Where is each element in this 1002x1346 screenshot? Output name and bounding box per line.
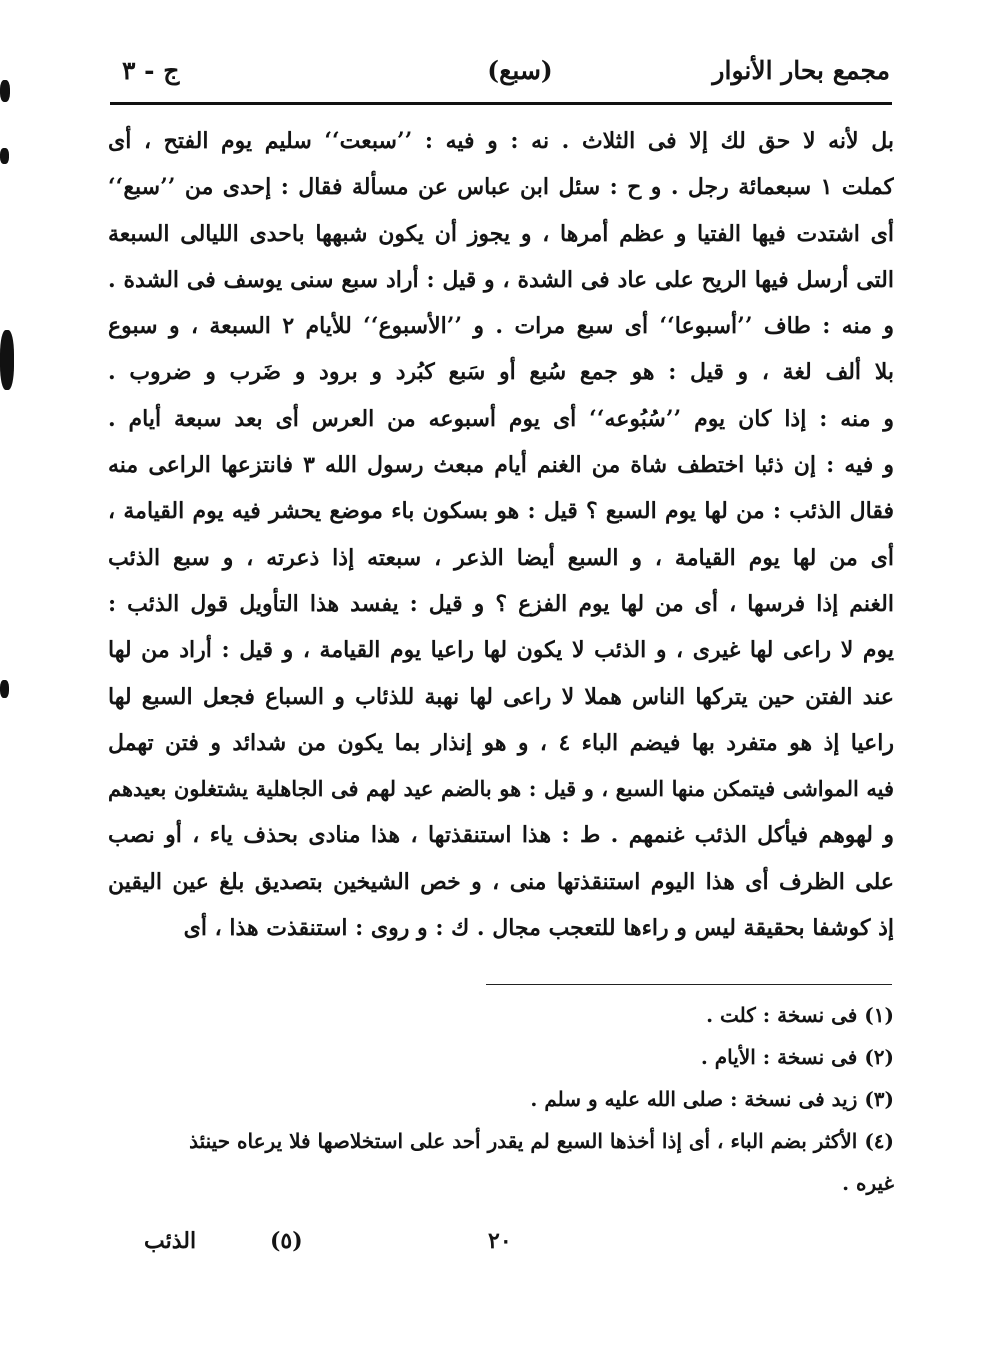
header-rule [110, 102, 892, 105]
running-header [110, 56, 890, 96]
footnote: (٤) الأكثر بضم الباء ، أى إذا أخذها السبع لم يقدر أحد على استخلاصها فلا يرعاه حينئذ [189, 1129, 894, 1153]
text-line: على الظرف أى هذا اليوم استنقذتها منى ، و خص الشيخين بتصديق بلغ عين اليقين [108, 868, 894, 895]
text-line: بلا ألف لغة ، و قيل : هو جمع سُبع أو سَبع كبُرد و برود و ضَرب و ضروب . [108, 359, 894, 386]
text-line: أى اشتدت فيها الفتيا و عظم أمرها ، و يجوز أن يكون شبهها باحدى الليالى السبعة [108, 220, 894, 247]
scan-edge-mark [0, 80, 10, 102]
text-line: بل لأنه لا حق لك إلا فى الثلاث . نه : و فيه : ’’سبعت‘‘ سليم يوم الفتح ، أى [108, 128, 894, 154]
catchword: الذئب [144, 1228, 197, 1254]
footnotes [108, 994, 894, 1204]
footnote-continuation: غيره . [842, 1171, 894, 1195]
text-line: راعيا إذ هو متفرد بها فيضم الباء ٤ ، و هو إنذار بما يكون من شدائد و فتن تهمل [108, 729, 894, 756]
entry-heading: (سبع) [487, 56, 553, 85]
text-line: فيه المواشى فيتمكن منها السبع ، و قيل : هو بالضم عيد لهم فى الجاهلية يشتغلون بعيدهم [108, 776, 894, 802]
scan-edge-mark [0, 148, 9, 164]
footnote: (٣) زيد فى نسخة : صلى الله عليه و سلم . [530, 1087, 894, 1111]
text-line: كملت ١ سبعمائة رجل . و ح : سئل ابن عباس عن مسألة فقال : إحدى من ’’سبع‘‘ [108, 174, 894, 201]
text-line: يوم لا راعى لها غيرى ، و الذئب لا يكون لها راعيا يوم القيامة ، و قيل : أراد من لها [108, 637, 894, 664]
text-line: و منه : إذا كان يوم ’’سُبُوعه‘‘ أى يوم أسبوعه من العرس أى بعد سبعة أيام . [108, 405, 894, 432]
text-line: الغنم إذا فرسها ، أى من لها يوم الفزع ؟ و قيل : يفسد هذا التأويل قول الذئب : [108, 590, 894, 617]
scan-edge-mark [0, 330, 14, 390]
text-line: إذ كوشفا بحقيقة ليس و راءها للتعجب مجال . ك : و روى : استنقذت هذا ، أى [183, 915, 894, 942]
volume-label: ج - ٣ [122, 56, 180, 85]
text-line: أى من لها يوم القيامة ، و السبع أيضا الذعر ، سبعته إذا ذعرته ، و سبع الذئب [108, 544, 894, 571]
text-line: و فيه : إن ذئبا اختطف شاة من الغنم أيام مبعث رسول الله ٣ فانتزعها الراعى منه [108, 452, 894, 479]
signature-mark: (٥) [270, 1228, 303, 1254]
page-footer [110, 1228, 892, 1268]
scan-edge-mark [0, 680, 9, 698]
page-number: ٢٠ [488, 1228, 512, 1254]
footnote: (١) فى نسخة : كلت . [706, 1003, 894, 1027]
footnote-rule [486, 984, 892, 985]
text-line: عند الفتن حين يتركها الناس هملا لا راعى لها نهبة للذئاب و السباع فجعل السبع لها [108, 683, 894, 710]
footnote: (٢) فى نسخة : الأيام . [700, 1045, 894, 1069]
book-title: مجمع بحار الأنوار [712, 56, 890, 85]
text-line: و لهوهم فيأكل الذئب غنمهم . ط : هذا استنقذتها ، هذا منادى بحذف ياء ، أو نصب [108, 822, 894, 849]
text-line: و منه : طاف ’’أسبوعا‘‘ أى سبع مرات . و ’’الأسبوع‘‘ للأيام ٢ السبعة ، و سبوع [108, 313, 894, 340]
text-line: فقال الذئب : من لها يوم السبع ؟ قيل : هو بسكون باء موضع يحشر فيه يوم القيامة ، [108, 498, 894, 525]
text-line: التى أرسل فيها الريح على عاد فى الشدة ، و قيل : أراد سبع سنى يوسف فى الشدة . [108, 266, 894, 293]
main-text [108, 118, 894, 951]
